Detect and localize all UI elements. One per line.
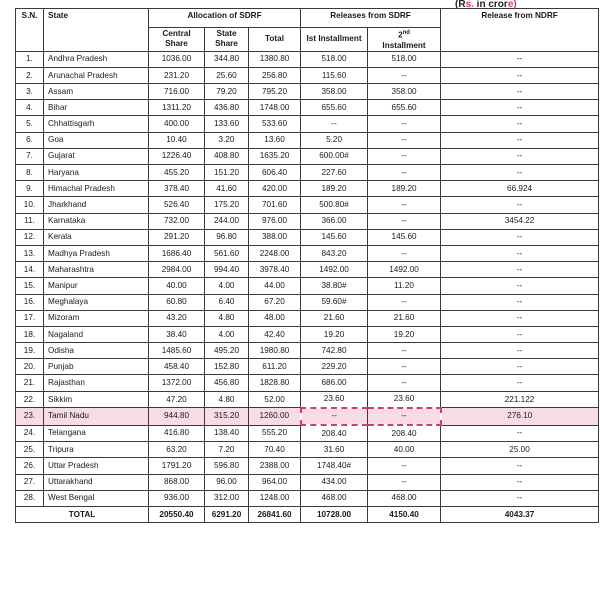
state-share-cell: 7.20 bbox=[205, 442, 249, 458]
table-row bbox=[16, 425, 599, 442]
second-installment-cell: -- bbox=[368, 294, 441, 310]
ndrf-release-cell: 25.00 bbox=[441, 442, 599, 458]
first-installment-cell: 742.80 bbox=[301, 343, 368, 359]
total-cell: 2388.00 bbox=[249, 458, 301, 474]
total-label: TOTAL bbox=[16, 506, 149, 522]
serial-number-cell: 22. bbox=[16, 391, 44, 408]
central-share-cell: 1686.40 bbox=[149, 245, 205, 261]
central-share-cell: 1226.40 bbox=[149, 148, 205, 164]
first-installment-cell: 31.60 bbox=[301, 442, 368, 458]
header-allocation: Allocation of SDRF bbox=[149, 9, 301, 28]
second-installment-cell: 208.40 bbox=[368, 425, 441, 442]
central-share-cell: 944.80 bbox=[149, 408, 205, 425]
state-share-cell: 994.40 bbox=[205, 262, 249, 278]
total-cell: 606.40 bbox=[249, 165, 301, 181]
total-cell: 611.20 bbox=[249, 359, 301, 375]
first-installment-cell: 145.60 bbox=[301, 229, 368, 245]
state-name-cell: Sikkim bbox=[44, 391, 149, 408]
ndrf-release-cell: -- bbox=[441, 67, 599, 83]
central-share-cell: 1485.60 bbox=[149, 343, 205, 359]
table-row bbox=[16, 490, 599, 506]
second-installment-cell: 23.60 bbox=[368, 391, 441, 408]
header-total: Total bbox=[249, 28, 301, 52]
serial-number-cell: 24. bbox=[16, 425, 44, 442]
total-cell: 1248.00 bbox=[249, 490, 301, 506]
state-share-cell: 79.20 bbox=[205, 84, 249, 100]
header-state: State bbox=[44, 9, 149, 52]
table-row bbox=[16, 213, 599, 229]
total-cell: 533.60 bbox=[249, 116, 301, 132]
serial-number-cell: 4. bbox=[16, 100, 44, 116]
central-share-cell: 38.40 bbox=[149, 326, 205, 342]
state-name-cell: Madhya Pradesh bbox=[44, 245, 149, 261]
second-installment-cell: -- bbox=[368, 359, 441, 375]
central-share-cell: 416.80 bbox=[149, 425, 205, 442]
state-share-cell: 344.80 bbox=[205, 51, 249, 67]
first-installment-cell: 655.60 bbox=[301, 100, 368, 116]
first-installment-cell: 23.60 bbox=[301, 391, 368, 408]
state-name-cell: Telangana bbox=[44, 425, 149, 442]
state-share-cell: 151.20 bbox=[205, 165, 249, 181]
first-installment-cell: 843.20 bbox=[301, 245, 368, 261]
central-share-cell: 455.20 bbox=[149, 165, 205, 181]
header-central-share: Central Share bbox=[149, 28, 205, 52]
first-installment-cell: 600.00# bbox=[301, 148, 368, 164]
first-installment-cell: 19.20 bbox=[301, 326, 368, 342]
first-installment-cell: 38.80# bbox=[301, 278, 368, 294]
first-installment-cell: 468.00 bbox=[301, 490, 368, 506]
state-name-cell: Tripura bbox=[44, 442, 149, 458]
serial-number-cell: 18. bbox=[16, 326, 44, 342]
ndrf-release-cell: 221.122 bbox=[441, 391, 599, 408]
table-row bbox=[16, 51, 599, 67]
total-cell: 42.40 bbox=[249, 326, 301, 342]
total-cell: 2248.00 bbox=[249, 245, 301, 261]
second-installment-cell: -- bbox=[368, 245, 441, 261]
central-share-cell: 43.20 bbox=[149, 310, 205, 326]
table-row bbox=[16, 84, 599, 100]
state-name-cell: Manipur bbox=[44, 278, 149, 294]
ndrf-release-cell: -- bbox=[441, 100, 599, 116]
first-installment-cell: 208.40 bbox=[301, 425, 368, 442]
ndrf-release-cell: -- bbox=[441, 359, 599, 375]
ndrf-release-cell: -- bbox=[441, 343, 599, 359]
total-cell: 13.60 bbox=[249, 132, 301, 148]
state-name-cell: Goa bbox=[44, 132, 149, 148]
table-row bbox=[16, 148, 599, 164]
first-installment-cell: 227.60 bbox=[301, 165, 368, 181]
central-share-cell: 10.40 bbox=[149, 132, 205, 148]
first-installment-cell: 21.60 bbox=[301, 310, 368, 326]
serial-number-cell: 8. bbox=[16, 165, 44, 181]
serial-number-cell: 25. bbox=[16, 442, 44, 458]
serial-number-cell: 7. bbox=[16, 148, 44, 164]
ndrf-release-cell: -- bbox=[441, 278, 599, 294]
state-name-cell: Maharashtra bbox=[44, 262, 149, 278]
first-installment-cell: 358.00 bbox=[301, 84, 368, 100]
central-share-cell: 936.00 bbox=[149, 490, 205, 506]
total-cell: 3978.40 bbox=[249, 262, 301, 278]
table-row bbox=[16, 278, 599, 294]
table-row bbox=[16, 245, 599, 261]
ndrf-release-cell: -- bbox=[441, 165, 599, 181]
state-share-cell: 41.60 bbox=[205, 181, 249, 197]
header-release-ndrf: Release from NDRF bbox=[441, 9, 599, 52]
total-cell: 256.80 bbox=[249, 67, 301, 83]
second-installment-cell: 21.60 bbox=[368, 310, 441, 326]
serial-number-cell: 1. bbox=[16, 51, 44, 67]
serial-number-cell: 21. bbox=[16, 375, 44, 391]
second-installment-cell: 19.20 bbox=[368, 326, 441, 342]
serial-number-cell: 15. bbox=[16, 278, 44, 294]
first-installment-cell: 686.00 bbox=[301, 375, 368, 391]
state-name-cell: Andhra Pradesh bbox=[44, 51, 149, 67]
state-share-cell: 315.20 bbox=[205, 408, 249, 425]
second-installment-cell: 655.60 bbox=[368, 100, 441, 116]
first-installment-cell: 1492.00 bbox=[301, 262, 368, 278]
ndrf-release-cell: -- bbox=[441, 425, 599, 442]
total-cell: 701.60 bbox=[249, 197, 301, 213]
central-share-cell: 526.40 bbox=[149, 197, 205, 213]
second-installment-cell: -- bbox=[368, 116, 441, 132]
state-name-cell: Uttar Pradesh bbox=[44, 458, 149, 474]
first-installment-cell: 434.00 bbox=[301, 474, 368, 490]
serial-number-cell: 28. bbox=[16, 490, 44, 506]
first-installment-cell: 229.20 bbox=[301, 359, 368, 375]
serial-number-cell: 23. bbox=[16, 408, 44, 425]
ndrf-release-cell: -- bbox=[441, 132, 599, 148]
central-share-cell: 458.40 bbox=[149, 359, 205, 375]
state-share-cell: 175.20 bbox=[205, 197, 249, 213]
state-name-cell: Uttarakhand bbox=[44, 474, 149, 490]
state-share-cell: 96.80 bbox=[205, 229, 249, 245]
central-share-cell: 1372.00 bbox=[149, 375, 205, 391]
ndrf-release-cell: -- bbox=[441, 229, 599, 245]
state-share-cell: 96.00 bbox=[205, 474, 249, 490]
state-name-cell: Arunachal Pradesh bbox=[44, 67, 149, 83]
table-row bbox=[16, 359, 599, 375]
ndrf-release-cell: -- bbox=[441, 51, 599, 67]
unit-note: (Rs. in crore) bbox=[455, 0, 517, 10]
state-name-cell: West Bengal bbox=[44, 490, 149, 506]
total-cell: 70.40 bbox=[249, 442, 301, 458]
second-installment-cell: 145.60 bbox=[368, 229, 441, 245]
state-name-cell: Jharkhand bbox=[44, 197, 149, 213]
table-row bbox=[16, 391, 599, 408]
table-row bbox=[16, 458, 599, 474]
central-share-cell: 60.80 bbox=[149, 294, 205, 310]
state-name-cell: Punjab bbox=[44, 359, 149, 375]
table-row bbox=[16, 100, 599, 116]
second-installment-cell: -- bbox=[368, 197, 441, 213]
state-name-cell: Chhattisgarh bbox=[44, 116, 149, 132]
serial-number-cell: 6. bbox=[16, 132, 44, 148]
header-second-installment: 2nd Installment bbox=[368, 28, 441, 52]
total-cell: 388.00 bbox=[249, 229, 301, 245]
second-installment-cell: -- bbox=[368, 148, 441, 164]
total-state-share-cell: 6291.20 bbox=[205, 506, 249, 522]
state-name-cell: Himachal Pradesh bbox=[44, 181, 149, 197]
state-name-cell: Meghalaya bbox=[44, 294, 149, 310]
total-cell: 555.20 bbox=[249, 425, 301, 442]
second-installment-cell: 40.00 bbox=[368, 442, 441, 458]
first-installment-cell: -- bbox=[301, 116, 368, 132]
ndrf-release-cell: -- bbox=[441, 84, 599, 100]
second-installment-cell: 1492.00 bbox=[368, 262, 441, 278]
state-share-cell: 138.40 bbox=[205, 425, 249, 442]
total-cell: 976.00 bbox=[249, 213, 301, 229]
state-share-cell: 561.60 bbox=[205, 245, 249, 261]
table-row bbox=[16, 326, 599, 342]
table-row bbox=[16, 165, 599, 181]
first-installment-cell: 500.80# bbox=[301, 197, 368, 213]
total-cell: 48.00 bbox=[249, 310, 301, 326]
serial-number-cell: 3. bbox=[16, 84, 44, 100]
ndrf-release-cell: 66.924 bbox=[441, 181, 599, 197]
state-name-cell: Mizoram bbox=[44, 310, 149, 326]
second-installment-cell: -- bbox=[368, 343, 441, 359]
central-share-cell: 40.00 bbox=[149, 278, 205, 294]
central-share-cell: 2984.00 bbox=[149, 262, 205, 278]
header-first-installment: Ist Installment bbox=[301, 28, 368, 52]
total-first-installment-cell: 10728.00 bbox=[301, 506, 368, 522]
central-share-cell: 732.00 bbox=[149, 213, 205, 229]
state-share-cell: 495.20 bbox=[205, 343, 249, 359]
state-name-cell: Haryana bbox=[44, 165, 149, 181]
central-share-cell: 868.00 bbox=[149, 474, 205, 490]
serial-number-cell: 17. bbox=[16, 310, 44, 326]
state-share-cell: 436.80 bbox=[205, 100, 249, 116]
second-installment-cell: 11.20 bbox=[368, 278, 441, 294]
first-installment-cell: 115.60 bbox=[301, 67, 368, 83]
table-row bbox=[16, 408, 599, 425]
total-cell: 1828.80 bbox=[249, 375, 301, 391]
table-row bbox=[16, 474, 599, 490]
state-share-cell: 244.00 bbox=[205, 213, 249, 229]
ndrf-release-cell: -- bbox=[441, 310, 599, 326]
second-installment-cell: -- bbox=[368, 132, 441, 148]
ndrf-release-cell: -- bbox=[441, 294, 599, 310]
state-share-cell: 4.80 bbox=[205, 391, 249, 408]
first-installment-cell: 1748.40# bbox=[301, 458, 368, 474]
table-row bbox=[16, 262, 599, 278]
table-row bbox=[16, 116, 599, 132]
grand-total-cell: 26841.60 bbox=[249, 506, 301, 522]
serial-number-cell: 26. bbox=[16, 458, 44, 474]
serial-number-cell: 2. bbox=[16, 67, 44, 83]
second-installment-cell: -- bbox=[368, 408, 441, 425]
ndrf-release-cell: 276.10 bbox=[441, 408, 599, 425]
serial-number-cell: 9. bbox=[16, 181, 44, 197]
total-cell: 964.00 bbox=[249, 474, 301, 490]
second-installment-cell: -- bbox=[368, 213, 441, 229]
state-name-cell: Bihar bbox=[44, 100, 149, 116]
table-row bbox=[16, 343, 599, 359]
central-share-cell: 47.20 bbox=[149, 391, 205, 408]
serial-number-cell: 13. bbox=[16, 245, 44, 261]
table-row bbox=[16, 197, 599, 213]
first-installment-cell: 59.60# bbox=[301, 294, 368, 310]
total-cell: 1260.00 bbox=[249, 408, 301, 425]
ndrf-release-cell: -- bbox=[441, 245, 599, 261]
central-share-cell: 291.20 bbox=[149, 229, 205, 245]
first-installment-cell: -- bbox=[301, 408, 368, 425]
first-installment-cell: 189.20 bbox=[301, 181, 368, 197]
second-installment-cell: -- bbox=[368, 474, 441, 490]
state-share-cell: 408.80 bbox=[205, 148, 249, 164]
state-share-cell: 133.60 bbox=[205, 116, 249, 132]
total-cell: 1980.80 bbox=[249, 343, 301, 359]
total-cell: 795.20 bbox=[249, 84, 301, 100]
state-name-cell: Odisha bbox=[44, 343, 149, 359]
sdrf-allocation-table bbox=[15, 8, 599, 523]
state-share-cell: 312.00 bbox=[205, 490, 249, 506]
state-share-cell: 3.20 bbox=[205, 132, 249, 148]
total-cell: 1380.80 bbox=[249, 51, 301, 67]
serial-number-cell: 5. bbox=[16, 116, 44, 132]
header-releases-sdrf: Releases from SDRF bbox=[301, 9, 441, 28]
central-share-cell: 1311.20 bbox=[149, 100, 205, 116]
table-row bbox=[16, 132, 599, 148]
central-share-cell: 1036.00 bbox=[149, 51, 205, 67]
state-share-cell: 152.80 bbox=[205, 359, 249, 375]
second-installment-cell: -- bbox=[368, 375, 441, 391]
ndrf-release-cell: -- bbox=[441, 116, 599, 132]
table-row bbox=[16, 229, 599, 245]
second-installment-cell: -- bbox=[368, 458, 441, 474]
state-name-cell: Karnataka bbox=[44, 213, 149, 229]
serial-number-cell: 14. bbox=[16, 262, 44, 278]
second-installment-cell: 468.00 bbox=[368, 490, 441, 506]
state-name-cell: Rajasthan bbox=[44, 375, 149, 391]
first-installment-cell: 518.00 bbox=[301, 51, 368, 67]
state-name-cell: Kerala bbox=[44, 229, 149, 245]
central-share-cell: 1791.20 bbox=[149, 458, 205, 474]
header-row-1 bbox=[16, 9, 599, 28]
state-name-cell: Tamil Nadu bbox=[44, 408, 149, 425]
total-cell: 420.00 bbox=[249, 181, 301, 197]
total-cell: 1635.20 bbox=[249, 148, 301, 164]
ndrf-release-cell: -- bbox=[441, 197, 599, 213]
ndrf-release-cell: -- bbox=[441, 375, 599, 391]
header-state-share: State Share bbox=[205, 28, 249, 52]
serial-number-cell: 12. bbox=[16, 229, 44, 245]
second-installment-cell: 358.00 bbox=[368, 84, 441, 100]
second-installment-cell: -- bbox=[368, 165, 441, 181]
table-row bbox=[16, 310, 599, 326]
total-cell: 1748.00 bbox=[249, 100, 301, 116]
first-installment-cell: 5.20 bbox=[301, 132, 368, 148]
total-ndrf-cell: 4043.37 bbox=[441, 506, 599, 522]
total-central-cell: 20550.40 bbox=[149, 506, 205, 522]
serial-number-cell: 10. bbox=[16, 197, 44, 213]
ndrf-release-cell: -- bbox=[441, 474, 599, 490]
table-row bbox=[16, 67, 599, 83]
serial-number-cell: 20. bbox=[16, 359, 44, 375]
ndrf-release-cell: -- bbox=[441, 262, 599, 278]
ndrf-release-cell: -- bbox=[441, 458, 599, 474]
central-share-cell: 400.00 bbox=[149, 116, 205, 132]
serial-number-cell: 19. bbox=[16, 343, 44, 359]
state-name-cell: Gujarat bbox=[44, 148, 149, 164]
central-share-cell: 231.20 bbox=[149, 67, 205, 83]
state-share-cell: 4.00 bbox=[205, 278, 249, 294]
central-share-cell: 378.40 bbox=[149, 181, 205, 197]
total-second-installment-cell: 4150.40 bbox=[368, 506, 441, 522]
table-row bbox=[16, 181, 599, 197]
table-row bbox=[16, 375, 599, 391]
serial-number-cell: 27. bbox=[16, 474, 44, 490]
second-installment-cell: -- bbox=[368, 67, 441, 83]
total-cell: 52.00 bbox=[249, 391, 301, 408]
serial-number-cell: 16. bbox=[16, 294, 44, 310]
second-installment-cell: 189.20 bbox=[368, 181, 441, 197]
table-row bbox=[16, 294, 599, 310]
ndrf-release-cell: -- bbox=[441, 326, 599, 342]
header-sn: S.N. bbox=[16, 9, 44, 52]
state-share-cell: 25.60 bbox=[205, 67, 249, 83]
second-installment-cell: 518.00 bbox=[368, 51, 441, 67]
serial-number-cell: 11. bbox=[16, 213, 44, 229]
table-row bbox=[16, 442, 599, 458]
ndrf-release-cell: -- bbox=[441, 490, 599, 506]
central-share-cell: 716.00 bbox=[149, 84, 205, 100]
state-share-cell: 4.80 bbox=[205, 310, 249, 326]
total-cell: 44.00 bbox=[249, 278, 301, 294]
state-share-cell: 596.80 bbox=[205, 458, 249, 474]
ndrf-release-cell: 3454.22 bbox=[441, 213, 599, 229]
central-share-cell: 63.20 bbox=[149, 442, 205, 458]
state-share-cell: 4.00 bbox=[205, 326, 249, 342]
state-name-cell: Assam bbox=[44, 84, 149, 100]
first-installment-cell: 366.00 bbox=[301, 213, 368, 229]
ndrf-release-cell: -- bbox=[441, 148, 599, 164]
state-share-cell: 456.80 bbox=[205, 375, 249, 391]
total-cell: 67.20 bbox=[249, 294, 301, 310]
state-name-cell: Nagaland bbox=[44, 326, 149, 342]
state-share-cell: 6.40 bbox=[205, 294, 249, 310]
total-row bbox=[16, 506, 599, 522]
